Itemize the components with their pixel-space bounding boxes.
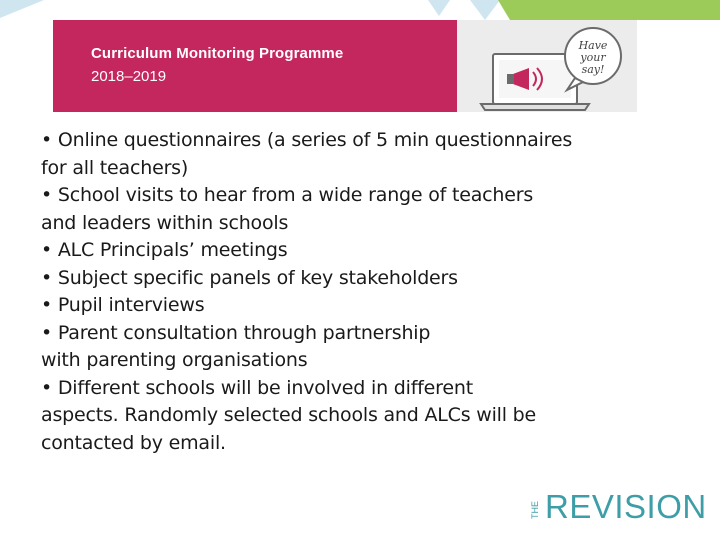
programme-banner (53, 20, 637, 112)
bullet-item (41, 182, 681, 237)
logo-prefix (528, 492, 542, 520)
bullet-item (41, 237, 681, 265)
bullet-text-line: contacted by email. (41, 431, 226, 454)
bullet-list (41, 127, 681, 457)
banner-year: 2018–2019 (91, 68, 167, 85)
banner-title: Curriculum Monitoring Programme (91, 45, 344, 62)
bullet-text-line: • Online questionnaires (a series of 5 min questionnaires (41, 129, 573, 151)
bullet-text-line: • Pupil interviews (41, 294, 205, 316)
bullet-text-line: • Subject specific panels of key stakeholders (41, 266, 458, 289)
bullet-text-line: • Parent consultation through partnership (41, 321, 431, 344)
bullet-text-line: • Different schools will be involved in different (41, 376, 473, 399)
badge-line-2: your (580, 51, 606, 64)
top-decoration (0, 0, 720, 20)
bullet-item (41, 292, 681, 320)
bullet-text-line: aspects. Randomly selected schools and ALCs will be (41, 404, 537, 426)
bullet-text-line: • ALC Principals’ meetings (41, 239, 288, 261)
laptop-megaphone-icon (457, 20, 637, 112)
bullet-text-line: for all teachers) (41, 156, 189, 179)
badge-line-1: Have (578, 39, 608, 52)
badge-line-3: say! (581, 63, 605, 76)
bullet-item (41, 127, 681, 182)
bullet-item (41, 265, 681, 293)
bullet-text-line: and leaders within schools (41, 211, 289, 234)
svg-text:THE: THE (530, 501, 540, 519)
bullet-item (41, 320, 681, 375)
bullet-item (41, 375, 681, 458)
bullet-text-line: • School visits to hear from a wide range of teachers (41, 184, 534, 206)
bullet-text-line: with parenting organisations (41, 349, 308, 371)
logo-word: REVISION (545, 488, 707, 525)
